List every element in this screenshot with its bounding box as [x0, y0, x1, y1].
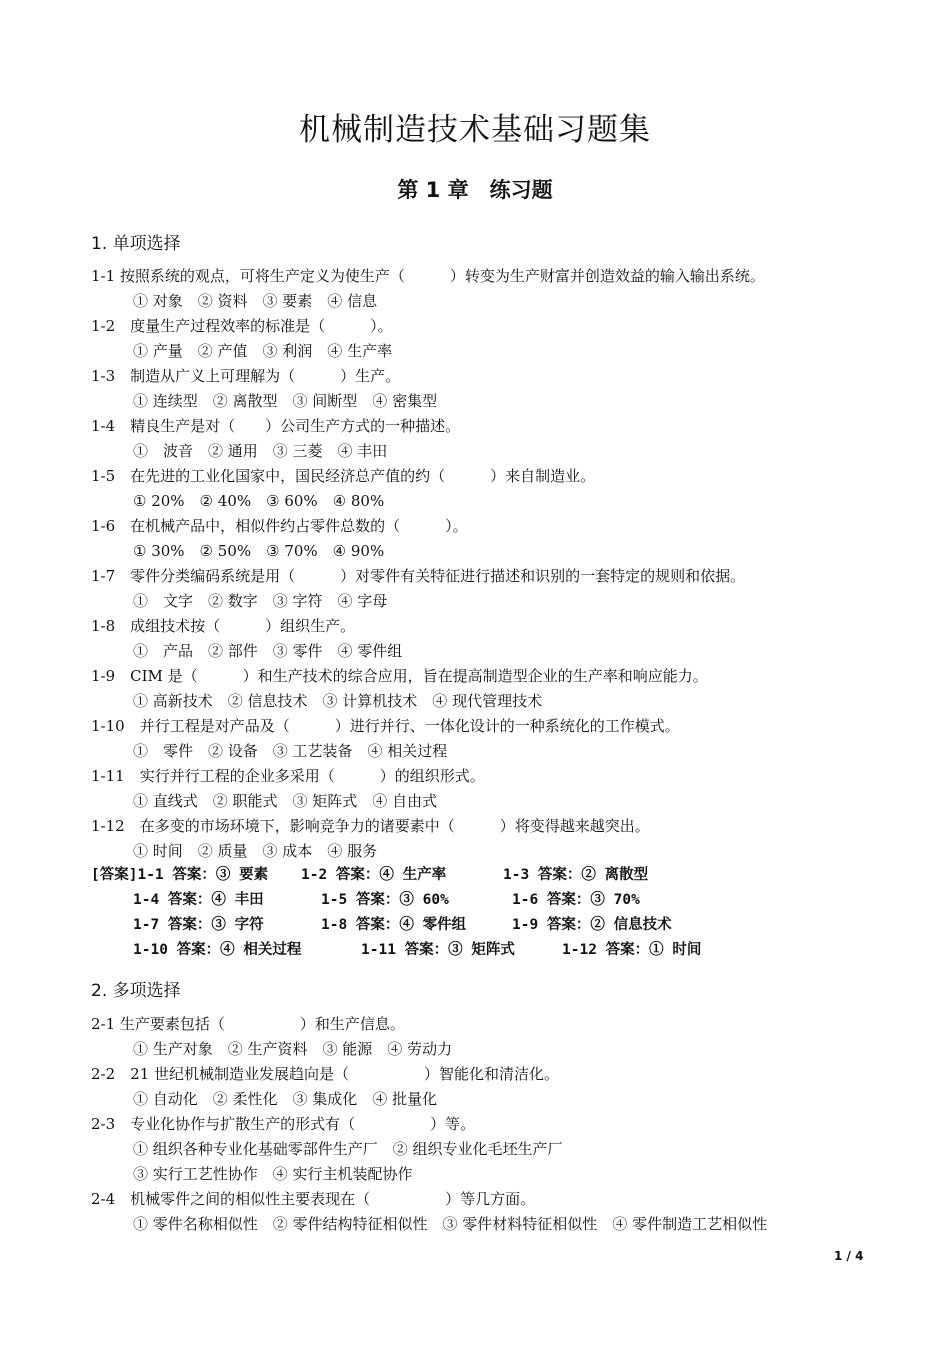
options-1-5: ① 20% ② 40% ③ 60% ④ 80%: [133, 492, 385, 510]
answer-1-3: 1-3 答案：② 离散型: [503, 867, 649, 883]
options-1-1: ① 对象 ② 资料 ③ 要素 ④ 信息: [133, 292, 378, 310]
question-2-4: 2-4 机械零件之间的相似性主要表现在（ ）等几方面。: [91, 1190, 536, 1208]
answer-1-10: 1-10 答案：④ 相关过程: [133, 942, 302, 958]
page-number: 1 / 4: [834, 1249, 864, 1263]
options-1-7: ① 文字 ② 数字 ③ 字符 ④ 字母: [133, 592, 388, 610]
options-2-4: ① 零件名称相似性 ② 零件结构特征相似性 ③ 零件材料特征相似性 ④ 零件制造工艺相似性: [133, 1215, 768, 1233]
question-1-6: 1-6 在机械产品中，相似件约占零件总数的（ ）。: [91, 517, 468, 535]
options-2-3-line-2: ③ 实行工艺性协作 ④ 实行主机装配协作: [133, 1165, 413, 1183]
answer-1-2: 1-2 答案：④ 生产率: [301, 867, 447, 883]
answer-1-5: 1-5 答案：③ 60%: [321, 892, 449, 908]
options-1-12: ① 时间 ② 质量 ③ 成本 ④ 服务: [133, 842, 378, 860]
question-1-12: 1-12 在多变的市场环境下，影响竞争力的诸要素中（ ）将变得越来越突出。: [91, 817, 650, 835]
answer-1-12: 1-12 答案：① 时间: [562, 942, 702, 958]
answer-1-1: [答案]1-1 答案：③ 要素: [91, 867, 269, 883]
options-1-2: ① 产量 ② 产值 ③ 利润 ④ 生产率: [133, 342, 393, 360]
question-1-8: 1-8 成组技术按（ ）组织生产。: [91, 617, 356, 635]
options-2-1: ① 生产对象 ② 生产资料 ③ 能源 ④ 劳动力: [133, 1040, 453, 1058]
question-1-10: 1-10 并行工程是对产品及（ ）进行并行、一体化设计的一种系统化的工作模式。: [91, 717, 680, 735]
options-1-10: ① 零件 ② 设备 ③ 工艺装备 ④ 相关过程: [133, 742, 448, 760]
answer-1-8: 1-8 答案：④ 零件组: [321, 917, 467, 933]
options-1-4: ① 波音 ② 通用 ③ 三菱 ④ 丰田: [133, 442, 388, 460]
section-heading-multiple-choice: 2. 多项选择: [91, 981, 181, 1001]
chapter-title: 第 1 章 练习题: [397, 178, 553, 202]
answer-1-11: 1-11 答案：③ 矩阵式: [361, 942, 515, 958]
answer-row-1: [91, 865, 648, 885]
answer-1-7: 1-7 答案：③ 字符: [133, 917, 264, 933]
question-1-2: 1-2 度量生产过程效率的标准是（ ）。: [91, 317, 393, 335]
options-1-11: ① 直线式 ② 职能式 ③ 矩阵式 ④ 自由式: [133, 792, 438, 810]
question-2-3: 2-3 专业化协作与扩散生产的形式有（ ）等。: [91, 1115, 476, 1133]
answer-row-4: [133, 940, 701, 960]
options-1-3: ① 连续型 ② 离散型 ③ 间断型 ④ 密集型: [133, 392, 438, 410]
options-1-6: ① 30% ② 50% ③ 70% ④ 90%: [133, 542, 385, 560]
answer-1-6: 1-6 答案：③ 70%: [512, 892, 640, 908]
question-1-7: 1-7 零件分类编码系统是用（ ）对零件有关特征进行描述和识别的一套特定的规则和依据。: [91, 567, 746, 585]
question-1-11: 1-11 实行并行工程的企业多采用（ ）的组织形式。: [91, 767, 485, 785]
question-2-2: 2-2 21 世纪机械制造业发展趋向是（ ）智能化和清洁化。: [91, 1065, 560, 1083]
section-heading-single-choice: 1. 单项选择: [91, 234, 181, 254]
options-2-3-line-1: ① 组织各种专业化基础零部件生产厂 ② 组织专业化毛坯生产厂: [133, 1140, 563, 1158]
options-1-9: ① 高新技术 ② 信息技术 ③ 计算机技术 ④ 现代管理技术: [133, 692, 543, 710]
options-1-8: ① 产品 ② 部件 ③ 零件 ④ 零件组: [133, 642, 403, 660]
question-2-1: 2-1 生产要素包括（ ）和生产信息。: [91, 1015, 405, 1033]
question-1-3: 1-3 制造从广义上可理解为（ ）生产。: [91, 367, 401, 385]
answer-1-9: 1-9 答案：② 信息技术: [512, 917, 672, 933]
question-1-4: 1-4 精良生产是对（ ）公司生产方式的一种描述。: [91, 417, 461, 435]
question-1-1: 1-1 按照系统的观点，可将生产定义为使生产（ ）转变为生产财富并创造效益的输入输出系统。: [91, 267, 765, 285]
question-1-5: 1-5 在先进的工业化国家中，国民经济总产值的约（ ）来自制造业。: [91, 467, 596, 485]
answer-row-2: [133, 890, 640, 910]
answer-row-3: [133, 915, 672, 935]
document-title: 机械制造技术基础习题集: [299, 112, 651, 148]
options-2-2: ① 自动化 ② 柔性化 ③ 集成化 ④ 批量化: [133, 1090, 438, 1108]
answer-1-4: 1-4 答案：④ 丰田: [133, 892, 264, 908]
question-1-9: 1-9 CIM 是（ ）和生产技术的综合应用，旨在提高制造型企业的生产率和响应能力。: [91, 667, 708, 685]
